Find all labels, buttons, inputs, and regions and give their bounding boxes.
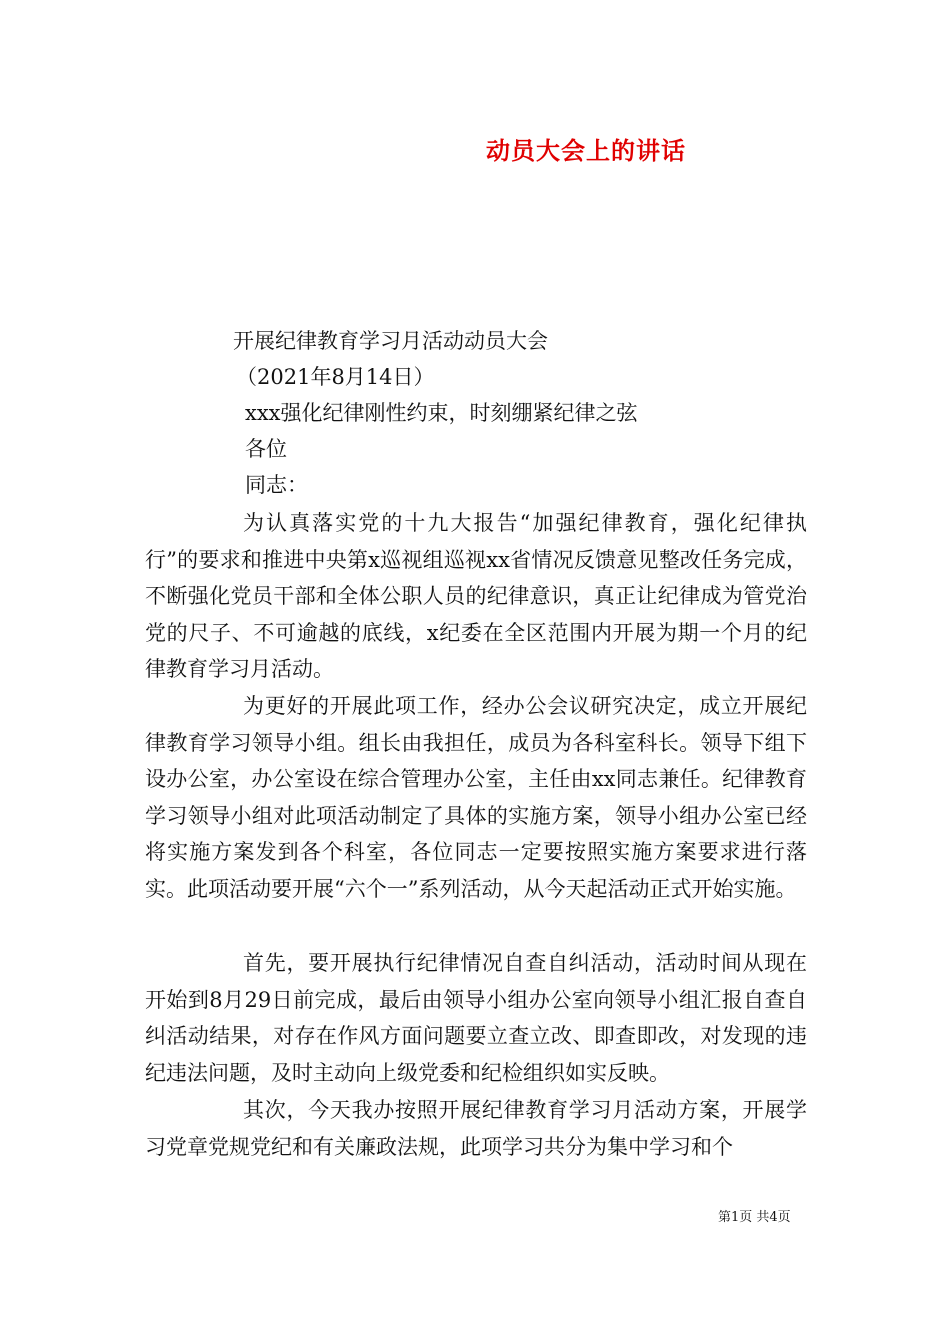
meeting-name: 开展纪律教育学习月活动动员大会 [233, 329, 548, 353]
body-paragraph-1: 为认真落实党的十九大报告“加强纪律教育，强化纪律执行”的要求和推进中央第x巡视组巡视xx省情况反馈意见整改任务完成，不断强化党员干部和全体公职人员的纪律意识，真正让纪律成为管党治党的尺子、不可逾越的底线，x纪委在全区范围内开展为期一个月的纪律教育学习月活动。 [145, 511, 807, 681]
document-title: 动员大会上的讲话 [486, 137, 686, 165]
body-paragraph-4: 其次，今天我办按照开展纪律教育学习月活动方案，开展学习党章党规党纪和有关廉政法规，此项学习共分为集中学习和个 [145, 1098, 807, 1159]
body-paragraph-2: 为更好的开展此项工作，经办公会议研究决定，成立开展纪律教育学习领导小组。组长由我担任，成员为各科室科长。领导下组下设办公室，办公室设在综合管理办公室，主任由xx同志兼任。纪律教育学习领导小组对此项活动制定了具体的实施方案，领导小组办公室已经将实施方案发到各个科室，各位同志一定要按照实施方案要求进行落实。此项活动要开展“六个一”系列活动，从今天起活动正式开始实施。 [145, 694, 807, 901]
page-footer: 第1页 共4页 [718, 1210, 791, 1225]
speech-title: xxx强化纪律刚性约束，时刻绷紧纪律之弦 [245, 401, 638, 425]
meeting-date: （2021年8月14日） [236, 365, 435, 389]
body-paragraph-3: 首先，要开展执行纪律情况自查自纠活动，活动时间从现在开始到8月29日前完成，最后由领导小组办公室向领导小组汇报自查自纠活动结果，对存在作风方面问题要立查立改、即查即改，对发现的违纪违法问题，及时主动向上级党委和纪检组织如实反映。 [145, 951, 807, 1085]
greeting-line-1: 各位 [245, 437, 287, 461]
greeting-line-2: 同志： [245, 473, 308, 497]
